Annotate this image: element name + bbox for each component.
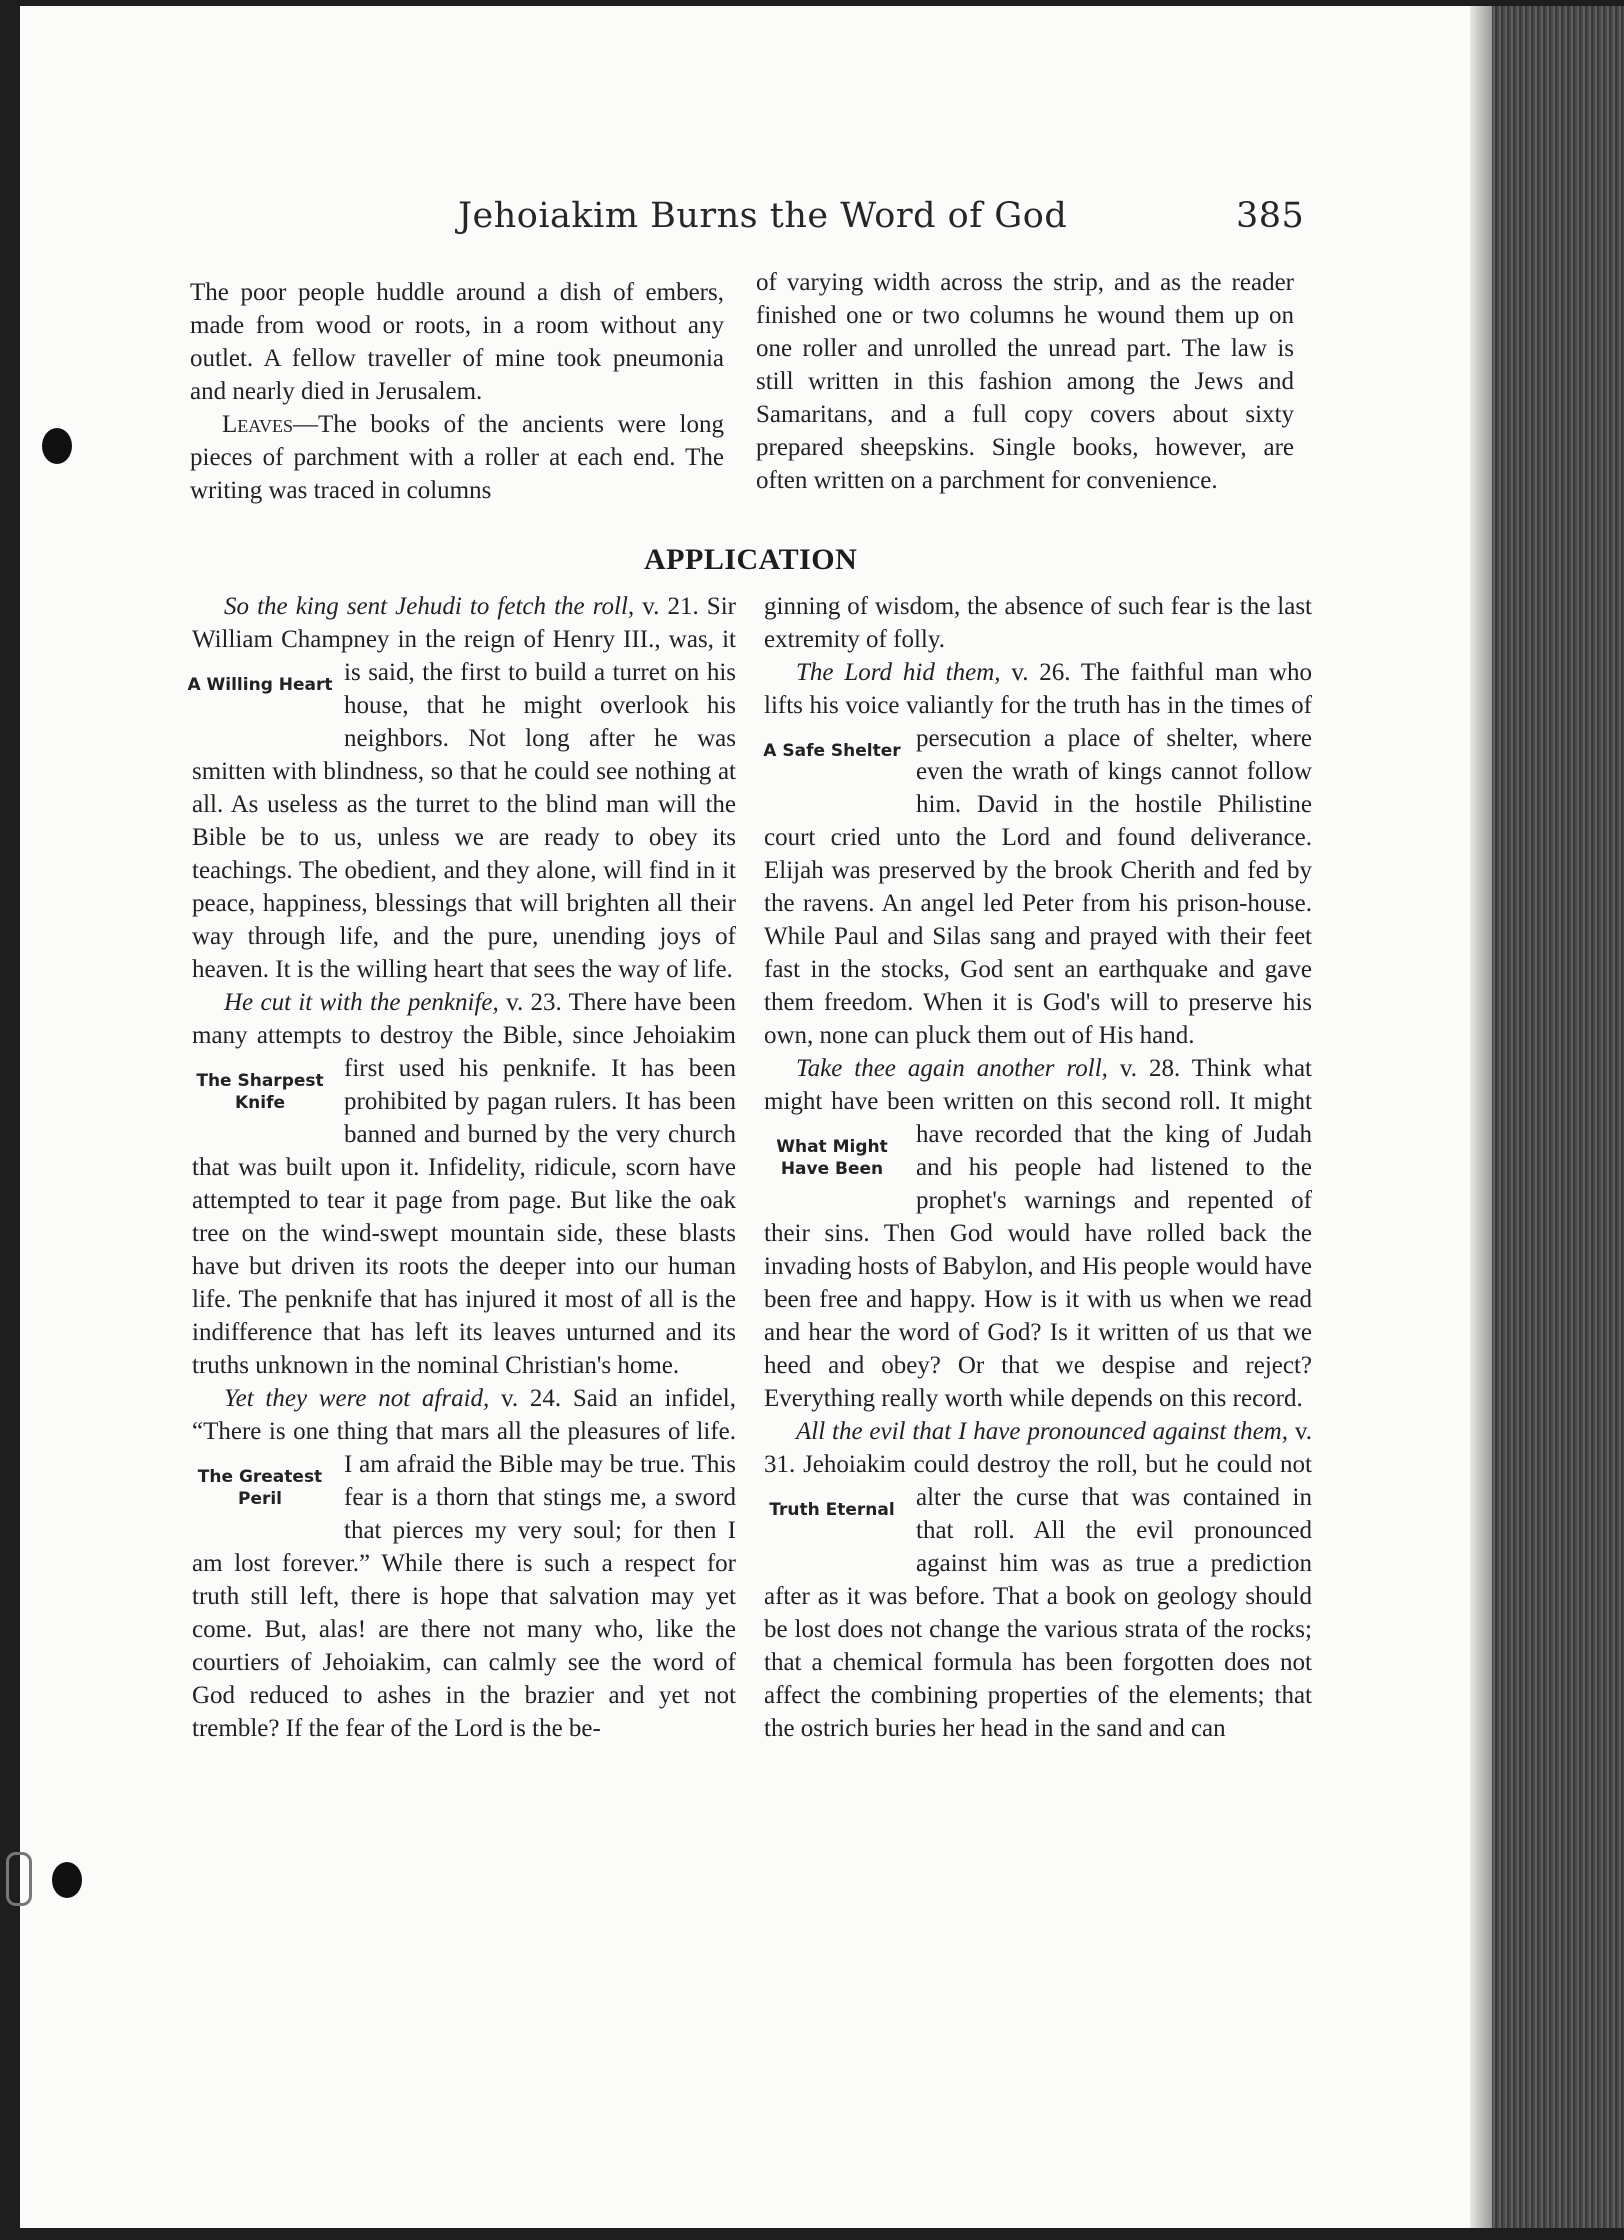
paragraph-text: Said an infidel, “There is one thing that mars all the pleasures of life. I am afraid the Bible may [192,1385,736,1478]
application-right-column [764,590,1312,1745]
paragraph: of varying width across the strip, and as the reader finished one or two columns he wound them up on one roller and unrolled the unread part. The law is still written in this fashion among the Jews and Samaritans, and a full copy covers about sixty prepared sheepskins. Single books, however, are often written on a parchment for convenience. [756,269,1294,494]
verse-reference: So the king sent Jehudi to fetch the roll, [224,593,635,620]
binder-clip-mark [6,1852,32,1906]
verse-number: v. 28. [1107,1055,1181,1082]
punch-hole-top [42,428,72,464]
application-left-column [187,590,737,1745]
verse-reference: Take thee again another roll, [796,1055,1108,1082]
paragraph-lord-hid-them [764,656,1312,1052]
paragraph-penknife [192,986,736,1382]
application-heading: APPLICATION [644,543,858,576]
paragraph-text: Sir William Champney in the reign of Henry III., was, it is said, the first to build a turret [192,593,736,686]
paragraph-text: be true. This fear is a thorn that stings me, a sword that pierces my very soul; for then I am lost forever.” While there is such a respect for truth still left, there is hope that salvation may yet come. But, alas! are there not many who, like the courtiers of Jehoiakim, can calmly see the word of God reduced to ashes in the brazier and yet not tremble? If the fear of the Lord is the be- [192,1451,736,1742]
page-number: 385 [1236,196,1305,236]
paragraph-text: Jehoiakim could destroy the roll, but he could not alter the curse that was [795,1451,1312,1511]
verse-number: v. 21. [634,593,699,620]
side-note-willing-heart: A Willing Heart [187,675,333,695]
verse-number: v. 24. [489,1385,562,1412]
verse-number: v. 31. [764,1418,1312,1478]
leaves-term: Leaves [222,411,293,438]
running-title: Jehoiakim Burns the Word of God [458,196,1068,236]
paragraph-fetch-the-roll [187,590,736,986]
verse-reference: Yet they were not afraid, [224,1385,490,1412]
punch-hole-bottom [52,1862,82,1898]
book-page-edges [1480,6,1624,2228]
paragraph-evil-pronounced [764,1415,1312,1745]
paragraph-another-roll [764,1052,1312,1415]
paragraph-text: of Judah and his people had listened to the prophet's warnings and repented of their sins. Then God would have rolled back the invading hosts of Babylon, and His people would have been free and happy. How is it with us when we read and hear the word of God? Is it written of us that we heed and obey? Or that we despise and reject? Everything really worth while depends on this record. [764,1121,1313,1412]
verse-reference: He cut it with the penknife, [224,989,499,1016]
verse-number: v. 23. [498,989,562,1016]
verse-reference: All the evil that I have pronounced against them, [796,1418,1288,1445]
paragraph-text: There have been many attempts to destroy the Bible, since Jehoiakim first used his penknife. [192,989,736,1082]
page-edge-shadow [1470,6,1492,2228]
side-note-truth-eternal: Truth Eternal [769,1500,895,1520]
paragraph-text: on his house, that he might overlook his neighbors. Not long after he was smitten with blindness, so that he could see nothing at all. As useless as the turret to the blind man will the Bible be to us, unless we are ready to obey its teachings. The obedient, and they alone, will find in it peace, happiness, blessings that will brighten all their way through life, and the pure, unending joys of heaven. It is the willing heart that sees the way of life. [192,659,736,983]
top-left-column [190,276,724,507]
paragraph-text: shelter, where even the wrath of kings cannot follow him. David in the hostile Philistine court cried unto the Lord and found deliverance. Elijah was preserved by the brook Cherith and fed by the ravens. An angel led Peter from his prison-house. While Paul and Silas sang and prayed with their feet fast in the stocks, God sent an earthquake and gave them freedom. When it is God's will to preserve his own, none can pluck them out of His hand. [764,725,1313,1049]
paragraph-text: It has been prohibited by pagan rulers. It has been banned and burned by the very church that was built upon it. Infidelity, ridicule, scorn have attempted to tear it page from page. But like the oak tree on the wind-swept mountain side, these blasts have but driven its roots the deeper into our human life. The penknife that has injured it most of all is the indifference that has left its leaves unturned and its truths unknown in the nominal Christian's home. [192,1055,737,1379]
paragraph-not-afraid [192,1382,736,1745]
side-note-greatest-peril: The Greatest Peril [197,1467,323,1509]
leaves-paragraph [190,408,724,507]
paragraph: The poor people huddle around a dish of embers, made from wood or roots, in a room without any outlet. A fellow traveller of mine took pneumonia and nearly died in Jerusalem. [190,279,724,405]
paragraph-text: Think what might have been written on this second roll. It might have recorded that the king [764,1055,1312,1148]
verse-number: v. 26. [1000,659,1071,686]
paragraph-continuation: ginning of wisdom, the absence of such fear is the last extremity of folly. [764,593,1312,653]
side-note-what-might-have-been: What Might Have Been [776,1137,888,1179]
paragraph-text: The faithful man who lifts his voice valiantly for the truth has in the times of persecution a place of [764,659,1312,752]
side-note-sharpest-knife: The Sharpest Knife [196,1071,324,1113]
paragraph-text: contained in that roll. All the evil pronounced against him was as true a prediction after as it was before. That a book on geology should be lost does not change the various strata of the rocks; that a chemical formula has been forgotten does not affect the combining properties of the elements; that the ostrich buries her head in the sand and can [764,1484,1312,1742]
top-right-column [756,266,1294,497]
leaves-text: —The books of the ancients were long pieces of parchment with a roller at each end. The writing was traced in columns [190,411,724,504]
verse-reference: The Lord hid them, [796,659,1001,686]
side-note-safe-shelter: A Safe Shelter [763,741,901,761]
